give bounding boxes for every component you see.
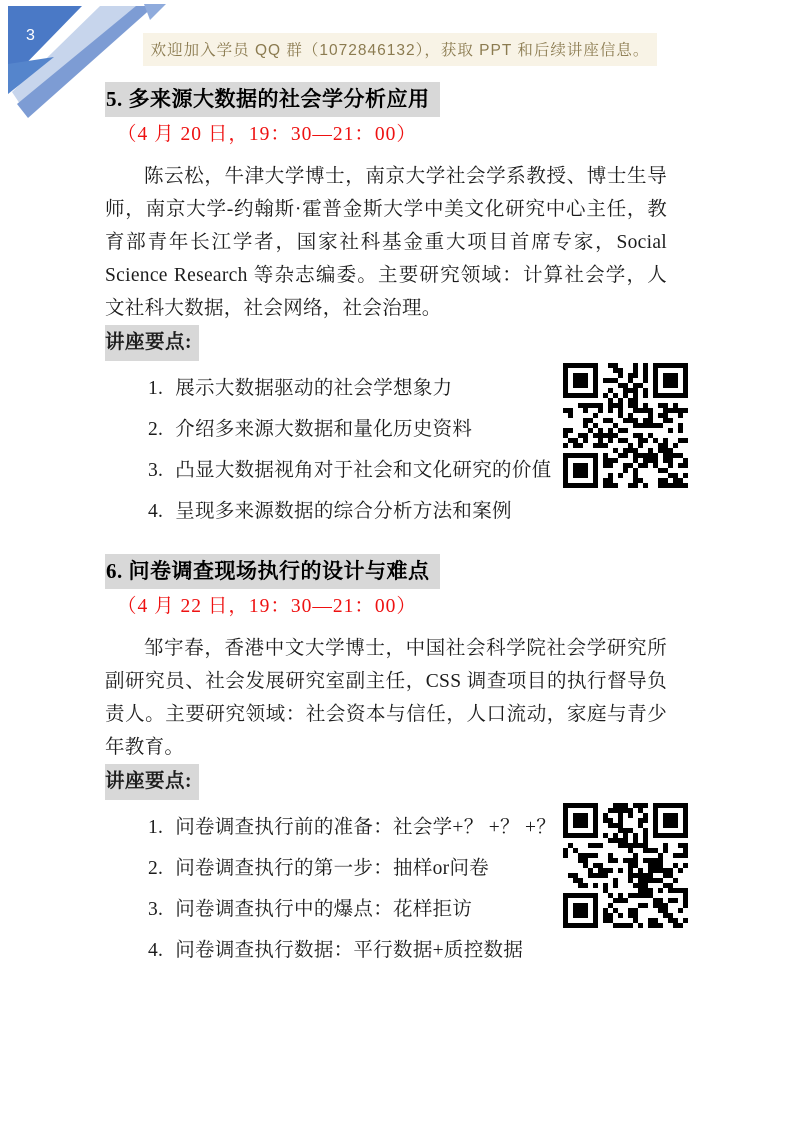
list-item-text: 介绍多来源大数据和量化历史资料 bbox=[175, 419, 473, 440]
list-item-text: 问卷调查执行的第一步：抽样or问卷 bbox=[175, 858, 490, 879]
lecture-schedule: （4 月 22 日，19：30—21：00） bbox=[117, 596, 417, 617]
list-item-number: 3. bbox=[148, 899, 164, 920]
list-item-number: 1. bbox=[148, 378, 164, 399]
speaker-bio: 陈云松，牛津大学博士，南京大学社会学系教授、博士生导师，南京大学-约翰斯·霍普金斯大学中美文化研究中心主任，教育部青年长江学者，国家社科基金重大项目首席专家，Social Science Research 等杂志编委。主要研究领域：计算社会学，人文社科大数据，社会网络，社会治理。 bbox=[105, 166, 667, 319]
points-label-row bbox=[105, 325, 667, 361]
list-item-text: 凸显大数据视角对于社会和文化研究的价值 bbox=[175, 460, 552, 481]
points-label: 讲座要点: bbox=[105, 764, 199, 800]
section-title: 5. 多来源大数据的社会学分析应用 bbox=[105, 82, 440, 117]
lecture-schedule: （4 月 20 日，19：30—21：00） bbox=[117, 124, 417, 145]
list-item-number: 1. bbox=[148, 817, 164, 838]
points-label-row bbox=[105, 764, 667, 800]
list-item bbox=[148, 491, 667, 532]
list-item bbox=[148, 930, 667, 971]
list-item-text: 展示大数据驱动的社会学想象力 bbox=[175, 378, 453, 399]
list-item-text: 问卷调查执行前的准备：社会学+？ +？ +？ bbox=[175, 817, 557, 838]
points-label: 讲座要点: bbox=[105, 325, 199, 361]
section-title-row bbox=[105, 82, 667, 117]
decor-detached-triangle bbox=[144, 4, 166, 20]
list-item-text: 问卷调查执行数据：平行数据+质控数据 bbox=[175, 940, 524, 961]
header bbox=[0, 33, 800, 66]
list-item-number: 4. bbox=[148, 940, 164, 961]
list-item-number: 3. bbox=[148, 460, 164, 481]
list-item-number: 2. bbox=[148, 858, 164, 879]
list-item-text: 问卷调查执行中的爆点：花样拒访 bbox=[175, 899, 473, 920]
list-item-text: 呈现多来源数据的综合分析方法和案例 bbox=[175, 501, 512, 522]
list-item-number: 4. bbox=[148, 501, 164, 522]
section-title: 6. 问卷调查现场执行的设计与难点 bbox=[105, 554, 440, 589]
section-title-row bbox=[105, 554, 667, 589]
qr-code bbox=[563, 363, 688, 488]
page-number: 3 bbox=[26, 27, 35, 44]
speaker-bio: 邹宇春，香港中文大学博士，中国社会科学院社会学研究所副研究员、社会发展研究室副主任，CSS 调查项目的执行督导负责人。主要研究领域：社会资本与信任，人口流动，家庭与青少年教育。 bbox=[105, 638, 667, 758]
list-item-number: 2. bbox=[148, 419, 164, 440]
qr-code bbox=[563, 803, 688, 928]
qq-group-notice: 欢迎加入学员 QQ 群（1072846132），获取 PPT 和后续讲座信息。 bbox=[143, 33, 658, 66]
